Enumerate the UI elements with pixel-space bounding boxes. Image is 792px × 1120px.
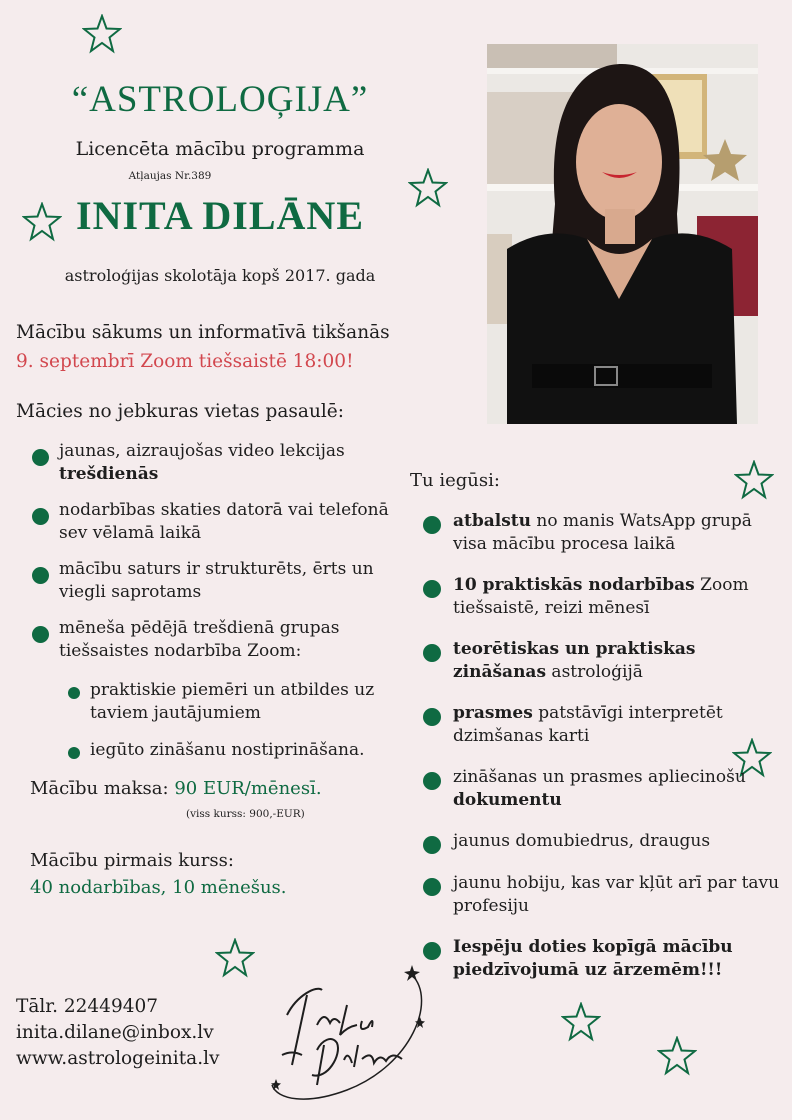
bullet-dot bbox=[423, 772, 441, 790]
list-item bbox=[423, 702, 783, 748]
program-title: “ASTROLOĢIJA” bbox=[71, 79, 369, 120]
bullet-dot bbox=[423, 708, 441, 726]
fee-value: 90 EUR/mēnesī. bbox=[174, 778, 322, 799]
bullet-dot bbox=[32, 449, 49, 466]
contact-email[interactable]: inita.dilane@inbox.lv bbox=[16, 1022, 214, 1043]
sub-list-item bbox=[68, 679, 397, 725]
star-icon bbox=[561, 1002, 601, 1042]
gain-text: jaunus domubiedrus, draugus bbox=[453, 831, 711, 851]
gains-list bbox=[423, 510, 783, 1000]
gain-bold: Iespēju doties kopīgā mācību piedzīvojumā uz ārzemēm!!! bbox=[453, 937, 733, 980]
sub-list-item-text: iegūto zināšanu nostiprināšana. bbox=[90, 740, 365, 760]
gain-text: astroloģijā bbox=[546, 662, 643, 682]
contact-website[interactable]: www.astrologeinita.lv bbox=[16, 1048, 220, 1069]
star-icon bbox=[215, 938, 255, 978]
list-item bbox=[423, 766, 783, 812]
sub-list-item-text: praktiskie piemēri un atbildes uz taviem jautājumiem bbox=[90, 680, 375, 723]
star-icon bbox=[82, 14, 122, 54]
teacher-name: INITA DILĀNE bbox=[76, 193, 364, 238]
gain-bold: dokumentu bbox=[453, 790, 562, 810]
list-item-text: mēneša pēdējā trešdienā grupas tiešsaistes nodarbība Zoom: bbox=[59, 618, 340, 661]
star-icon bbox=[657, 1036, 697, 1076]
learn-list bbox=[32, 440, 397, 776]
list-item-text: mācību saturs ir strukturēts, ērts un viegli saprotams bbox=[59, 559, 374, 602]
bullet-dot bbox=[32, 567, 49, 584]
list-item bbox=[423, 872, 783, 918]
bullet-dot bbox=[68, 747, 80, 759]
bullet-dot bbox=[68, 687, 80, 699]
course-info bbox=[30, 847, 287, 901]
gain-text: zināšanas un prasmes apliecinošu bbox=[453, 767, 746, 787]
list-item bbox=[423, 638, 783, 684]
list-item bbox=[423, 830, 783, 854]
gain-bold: teorētiskas un praktiskas zināšanas bbox=[453, 639, 696, 682]
bullet-dot bbox=[423, 580, 441, 598]
list-item bbox=[423, 574, 783, 620]
bullet-dot bbox=[32, 508, 49, 525]
fee-note: (viss kurss: 900,-EUR) bbox=[186, 808, 305, 820]
list-item bbox=[423, 510, 783, 556]
gain-bold: atbalstu bbox=[453, 511, 532, 531]
list-item-bold: trešdienās bbox=[59, 464, 159, 484]
gain-bold: 10 praktiskās nodarbības bbox=[453, 575, 695, 595]
signature-image bbox=[262, 955, 432, 1110]
fee-info bbox=[30, 778, 322, 799]
learn-heading: Mācies no jebkuras vietas pasaulē: bbox=[16, 401, 344, 422]
contact-block bbox=[16, 994, 219, 1072]
gain-bold: prasmes bbox=[453, 703, 533, 723]
course-label: Mācību pirmais kurss: bbox=[30, 850, 234, 871]
gain-text: Zoom tiešsaistē, reizi mēnesī bbox=[453, 575, 749, 618]
gain-text: no manis WatsApp grupā visa mācību procesa laikā bbox=[453, 511, 752, 554]
permit-number: Atļaujas Nr.389 bbox=[128, 170, 212, 182]
bullet-dot bbox=[423, 516, 441, 534]
list-item bbox=[32, 558, 397, 604]
star-icon bbox=[734, 460, 774, 500]
start-info bbox=[16, 318, 390, 376]
teacher-since: astroloģijas skolotāja kopš 2017. gada bbox=[64, 266, 376, 285]
gain-text: jaunu hobiju, kas var kļūt arī par tavu profesiju bbox=[453, 873, 780, 916]
gain-text: patstāvīgi interpretēt dzimšanas karti bbox=[453, 703, 723, 746]
course-value: 40 nodarbības, 10 mēnešus. bbox=[30, 877, 287, 898]
bullet-dot bbox=[423, 836, 441, 854]
bullet-dot bbox=[32, 626, 49, 643]
list-item-text: nodarbības skaties datorā vai telefonā sev vēlamā laikā bbox=[59, 500, 389, 543]
sub-list-item bbox=[68, 739, 397, 762]
fee-label: Mācību maksa: bbox=[30, 778, 175, 799]
list-item bbox=[423, 936, 783, 982]
program-subtitle: Licencēta mācību programma bbox=[75, 138, 365, 160]
list-item bbox=[32, 440, 397, 486]
list-item bbox=[32, 499, 397, 545]
bullet-dot bbox=[423, 644, 441, 662]
list-item-text: jaunas, aizraujošas video lekcijas bbox=[59, 441, 345, 461]
gains-heading: Tu iegūsi: bbox=[410, 470, 500, 491]
bullet-dot bbox=[423, 878, 441, 896]
list-item bbox=[32, 617, 397, 663]
teacher-photo bbox=[487, 44, 758, 424]
start-line: Mācību sākums un informatīvā tikšanās bbox=[16, 322, 390, 343]
contact-phone[interactable]: Tālr. 22449407 bbox=[16, 996, 159, 1017]
start-date: 9. septembrī Zoom tiešsaistē 18:00! bbox=[16, 351, 354, 372]
